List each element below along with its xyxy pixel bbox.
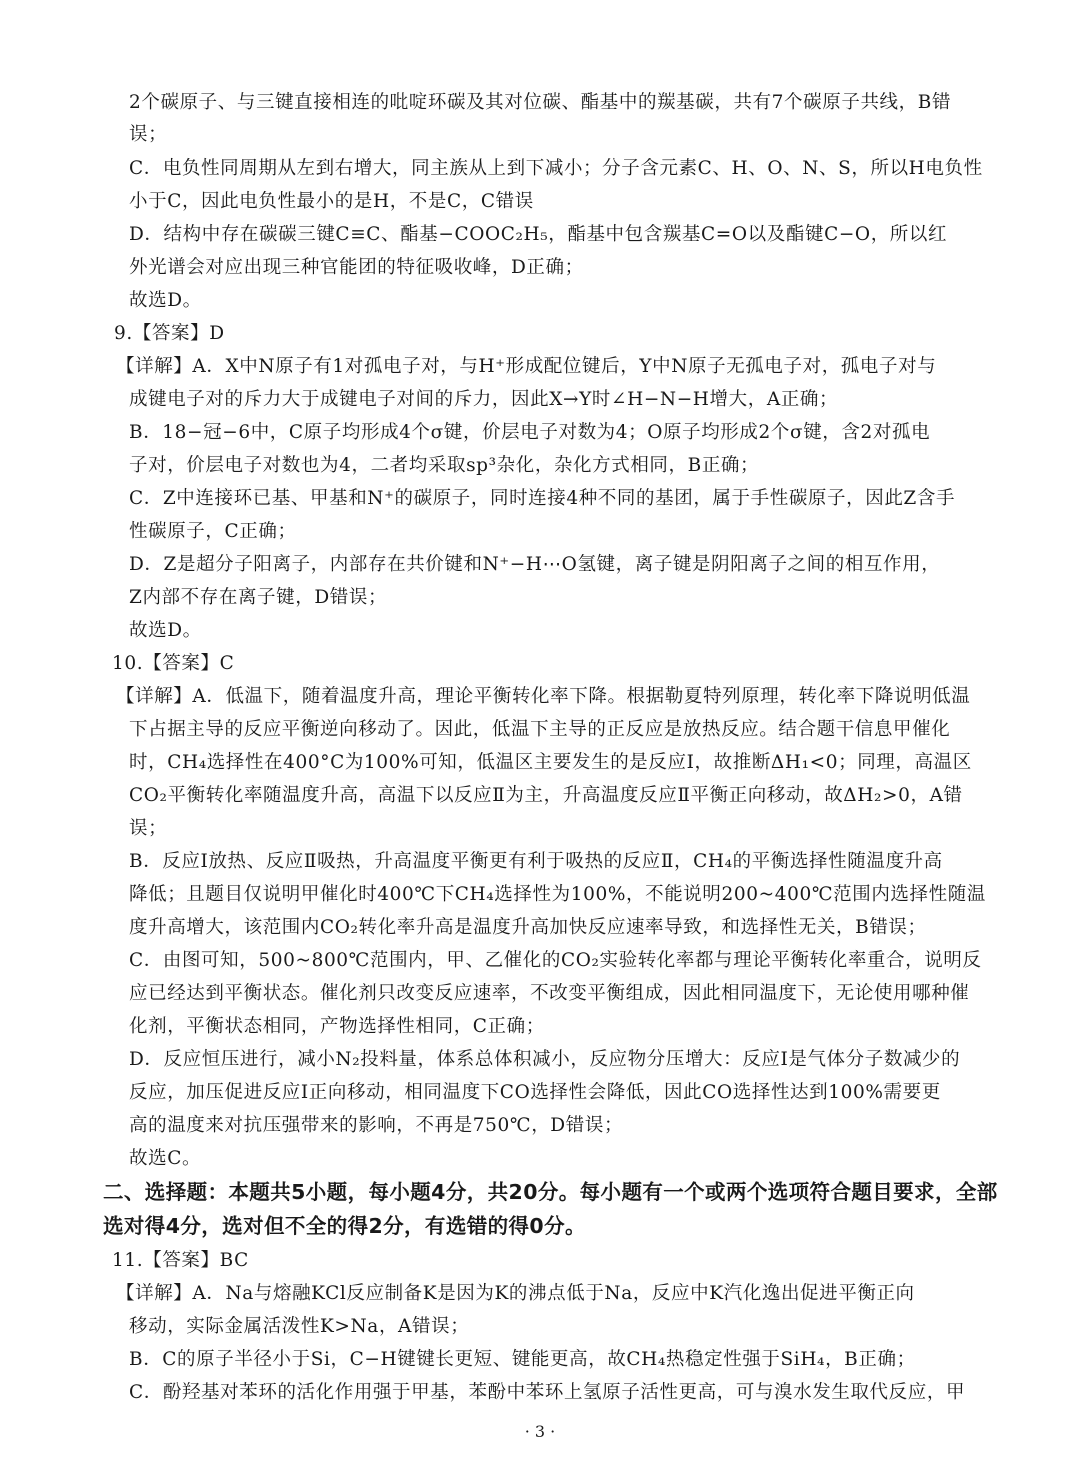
text-line: C．由图可知，500~800℃范围内，甲、乙催化的CO₂实验转化率都与理论平衡转化率重合，说明反 — [129, 950, 982, 971]
text-line: B．18−冠−6中，C原子均形成4个σ键，价层电子对数为4；O原子均形成2个σ键，含2对孤电 — [129, 422, 931, 443]
text-line: 性碳原子，C正确； — [129, 521, 297, 542]
text-line: 【详解】A．X中N原子有1对孤电子对，与H⁺形成配位键后，Y中N原子无孤电子对，孤电子对与 — [116, 356, 937, 377]
question-11-answer: 11.【答案】BC — [112, 1250, 249, 1271]
text-line: 子对，价层电子对数也为4，二者均采取sp³杂化，杂化方式相同，B正确； — [129, 455, 760, 476]
text-line: C．电负性同周期从左到右增大，同主族从上到下减小；分子含元素C、H、O、N、S，所以H电负性 — [129, 158, 983, 179]
text-line: 误； — [129, 818, 168, 839]
text-line: 时，CH₄选择性在400°C为100%可知，低温区主要发生的是反应Ⅰ，故推断ΔH₁<0；同理，高温区 — [129, 752, 972, 773]
text-line: 下占据主导的反应平衡逆向移动了。因此，低温下主导的正反应是放热反应。结合题干信息甲催化 — [129, 719, 951, 740]
text-line: 小于C，因此电负性最小的是H，不是C，C错误 — [129, 191, 534, 212]
text-line: 故选C。 — [129, 1148, 202, 1169]
text-line: 【详解】A．Na与熔融KCl反应制备K是因为K的沸点低于Na，反应中K汽化逸出促进平衡正向 — [116, 1283, 915, 1304]
text-line: B．反应I放热、反应Ⅱ吸热，升高温度平衡更有利于吸热的反应Ⅱ，CH₄的平衡选择性随温度升高 — [129, 851, 943, 872]
text-line: 降低；且题目仅说明甲催化时400℃下CH₄选择性为100%，不能说明200~400℃范围内选择性随温 — [129, 884, 986, 905]
text-line: 误； — [129, 124, 168, 145]
text-line: CO₂平衡转化率随温度升高，高温下以反应Ⅱ为主，升高温度反应Ⅱ平衡正向移动，故ΔH₂>0，A错 — [129, 785, 963, 806]
question-10-answer: 10.【答案】C — [112, 653, 235, 674]
text-line: 反应，加压促进反应Ⅰ正向移动，相同温度下CO选择性会降低，因此CO选择性达到100%需要更 — [129, 1082, 941, 1103]
text-line: 度升高增大，该范围内CO₂转化率升高是温度升高加快反应速率导致，和选择性无关，B错误； — [129, 917, 927, 938]
text-line: D．结构中存在碳碳三键C≡C、酯基−COOC₂H₅，酯基中包含羰基C=O以及酯键C−O，所以红 — [129, 224, 948, 245]
text-line: C．Z中连接环已基、甲基和N⁺的碳原子，同时连接4种不同的基团，属于手性碳原子，因此Z含手 — [129, 488, 956, 509]
page-number: · 3 · — [524, 1422, 556, 1441]
text-line: 【详解】A．低温下，随着温度升高，理论平衡转化率下降。根据勒夏特列原理，转化率下降说明低温 — [116, 686, 971, 707]
text-line: 高的温度来对抗压强带来的影响，不再是750℃，D错误； — [129, 1115, 624, 1136]
text-line: 成键电子对的斥力大于成键电子对间的斥力，因此X→Y时∠H−N−H增大，A正确； — [129, 389, 839, 410]
text-line: 故选D。 — [129, 620, 202, 641]
text-line: 化剂，平衡状态相同，产物选择性相同，C正确； — [129, 1016, 545, 1037]
text-line: Z内部不存在离子键，D错误； — [129, 587, 388, 608]
section-heading: 二、选择题：本题共5小题，每小题4分，共20分。每小题有一个或两个选项符合题目要求，全部 — [103, 1180, 998, 1204]
text-line: B．C的原子半径小于Si，C−H键键长更短、键能更高，故CH₄热稳定性强于SiH₄，B正确； — [129, 1349, 916, 1370]
text-line: 应已经达到平衡状态。催化剂只改变反应速率，不改变平衡组成，因此相同温度下，无论使用哪种催 — [129, 983, 970, 1004]
section-heading: 选对得4分，选对但不全的得2分，有选错的得0分。 — [103, 1214, 586, 1238]
text-line: C．酚羟基对苯环的活化作用强于甲基，苯酚中苯环上氢原子活性更高，可与溴水发生取代反应，甲 — [129, 1382, 966, 1403]
text-line: D．反应恒压进行，减小N₂投料量，体系总体积减小，反应物分压增大：反应Ⅰ是气体分子数减少的 — [129, 1049, 961, 1070]
text-line: 故选D。 — [129, 290, 202, 311]
text-line: 外光谱会对应出现三种官能团的特征吸收峰，D正确； — [129, 257, 584, 278]
text-line: 移动，实际金属活泼性K>Na，A错误； — [129, 1316, 470, 1337]
question-9-answer: 9.【答案】D — [114, 323, 225, 344]
text-line: 2个碳原子、与三键直接相连的吡啶环碳及其对位碳、酯基中的羰基碳，共有7个碳原子共线，B错 — [129, 92, 952, 113]
text-line: D．Z是超分子阳离子，内部存在共价键和N⁺−H⋯O氢键，离子键是阴阳离子之间的相互作用， — [129, 554, 941, 575]
